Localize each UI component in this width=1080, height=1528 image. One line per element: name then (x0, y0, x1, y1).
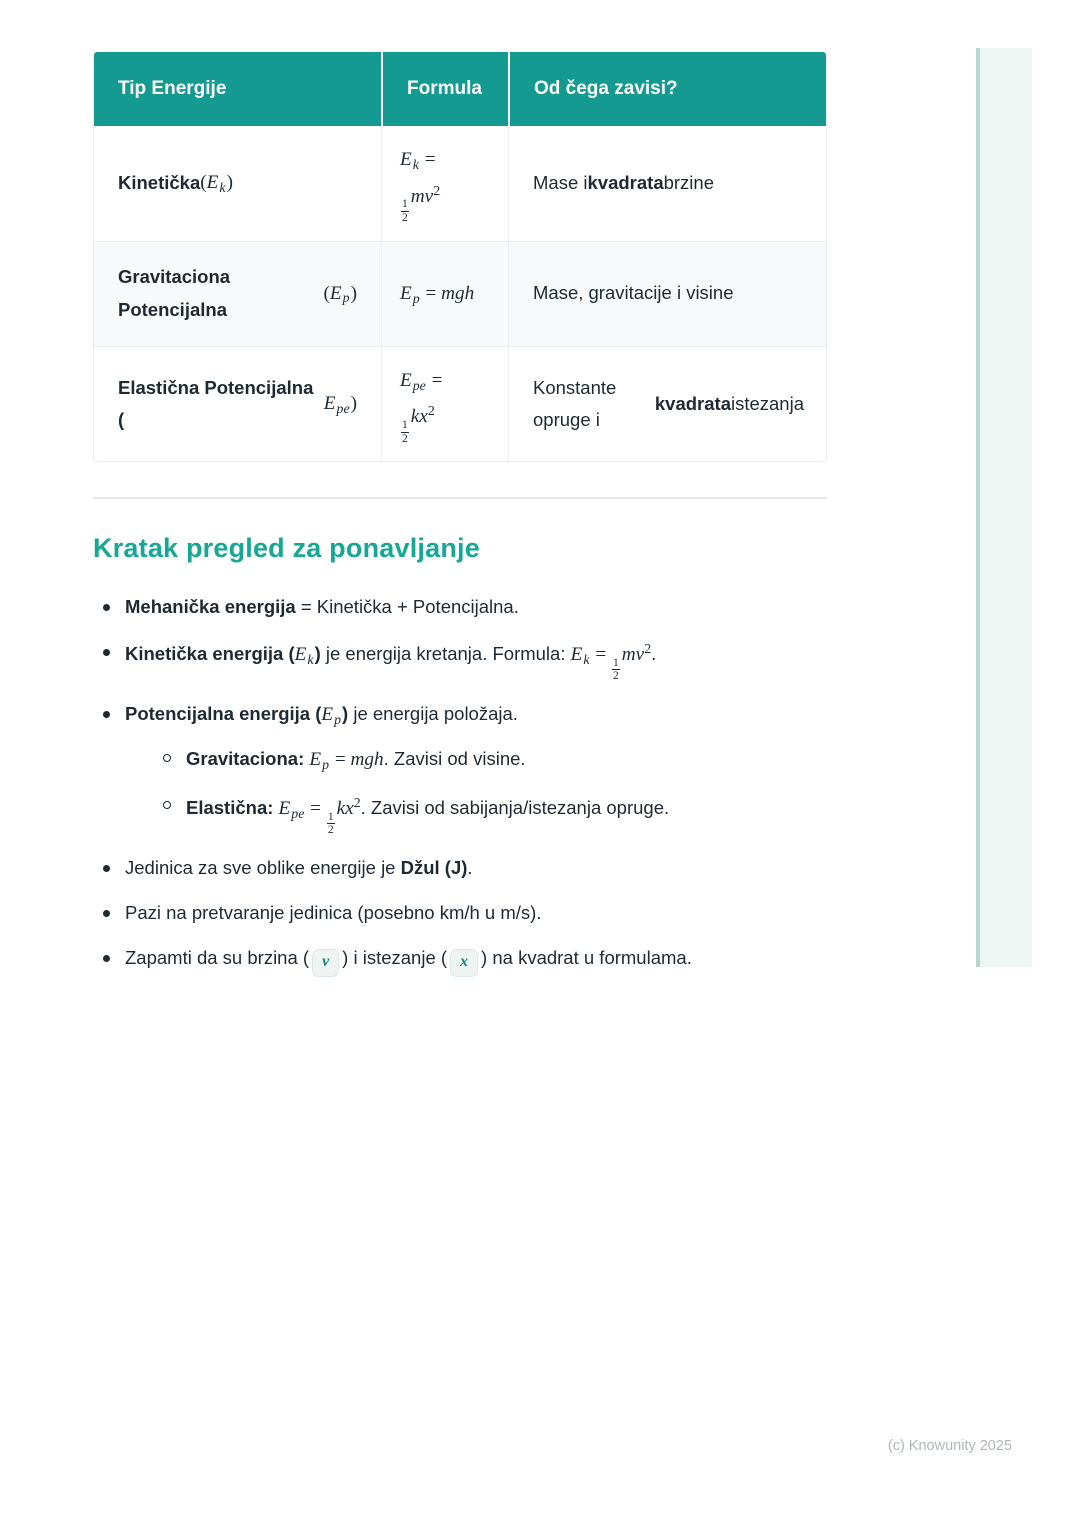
math-expression: $E_k$ = $\frac{1}{2}$ $mv^2$ (400, 149, 441, 224)
math-expression: $E_p$ = mgh (400, 282, 475, 306)
energy-types-table (93, 52, 827, 462)
math-expression: $E_k$ = $\frac{1}{2}$ $mv^2$ (570, 641, 652, 683)
math-expression: $E_k$ (294, 644, 314, 667)
table-cell-zavisi: Konstante opruge i kvadrata istezanja (508, 346, 827, 462)
bullet-item: Mehanička energija = Kinetička + Potencijalna. (93, 594, 827, 621)
page-content (93, 52, 827, 995)
table-cell-tip: Gravitaciona Potencijalna $(E_p)$ (94, 241, 381, 346)
table-cell-tip: Elastična Potencijalna ( $E_{pe}$) (94, 346, 381, 462)
math-expression: $(E_p)$ (323, 282, 357, 306)
inline-code-badge: x (450, 949, 478, 977)
review-bullet-list (93, 594, 827, 977)
math-expression: $E_{pe}$ = $\frac{1}{2}$ $kx^2$ (278, 795, 361, 837)
math-expression: $(E_k)$ (200, 172, 233, 196)
sub-bullet-list (125, 746, 827, 837)
sub-bullet-item: Gravitaciona: $E_p$ = mgh. Zavisi od visine. (156, 746, 827, 775)
table-cell-formula (381, 346, 508, 462)
section-divider (93, 497, 827, 499)
bullet-item: Zapamti da su brzina ( v ) i istezanje ( x ) na kvadrat u formulama. (93, 945, 827, 977)
bullet-item: Kinetička energija $(E_k)$ je energija kretanja. Formula: $E_k$ = $\frac{1}{2}$ $mv^2$. (93, 639, 827, 683)
math-expression: $E_p$ = mgh (309, 749, 384, 772)
bullet-item (93, 701, 827, 837)
bullet-item-text: Potencijalna energija $(E_p)$ je energija položaja. (125, 703, 518, 728)
table-cell-formula (381, 126, 508, 241)
side-margin-strip (976, 48, 1032, 967)
bullet-item: Pazi na pretvaranje jedinica (posebno km/h u m/s). (93, 900, 827, 927)
math-expression: $E_{pe}$ = $\frac{1}{2}$ $kx^2$ (400, 369, 443, 445)
inline-code-badge: v (312, 949, 339, 977)
footer-credit: (c) Knowunity 2025 (887, 1438, 1012, 1454)
sub-bullet-item: Elastična: $E_{pe}$ = $\frac{1}{2}$ $kx^2$. Zavisi od sabijanja/istezanja opruge. (156, 793, 827, 837)
math-expression: $E_p$ (321, 704, 342, 728)
table-header-tip: Tip Energije (94, 52, 381, 126)
review-section-heading: Kratak pregled za ponavljanje (93, 533, 480, 564)
table-cell-formula (381, 241, 508, 346)
table-cell-zavisi: Mase, gravitacije i visine (508, 241, 827, 346)
table-header-zavisi: Od čega zavisi? (508, 52, 827, 126)
table-cell-tip: Kinetička $(E_k)$ (94, 126, 381, 241)
table-header-formula: Formula (381, 52, 508, 126)
bullet-item: Jedinica za sve oblike energije je Džul (J). (93, 855, 827, 882)
table-cell-zavisi: Mase i kvadrata brzine (508, 126, 827, 241)
math-expression: $E_{pe}$) (323, 392, 357, 416)
